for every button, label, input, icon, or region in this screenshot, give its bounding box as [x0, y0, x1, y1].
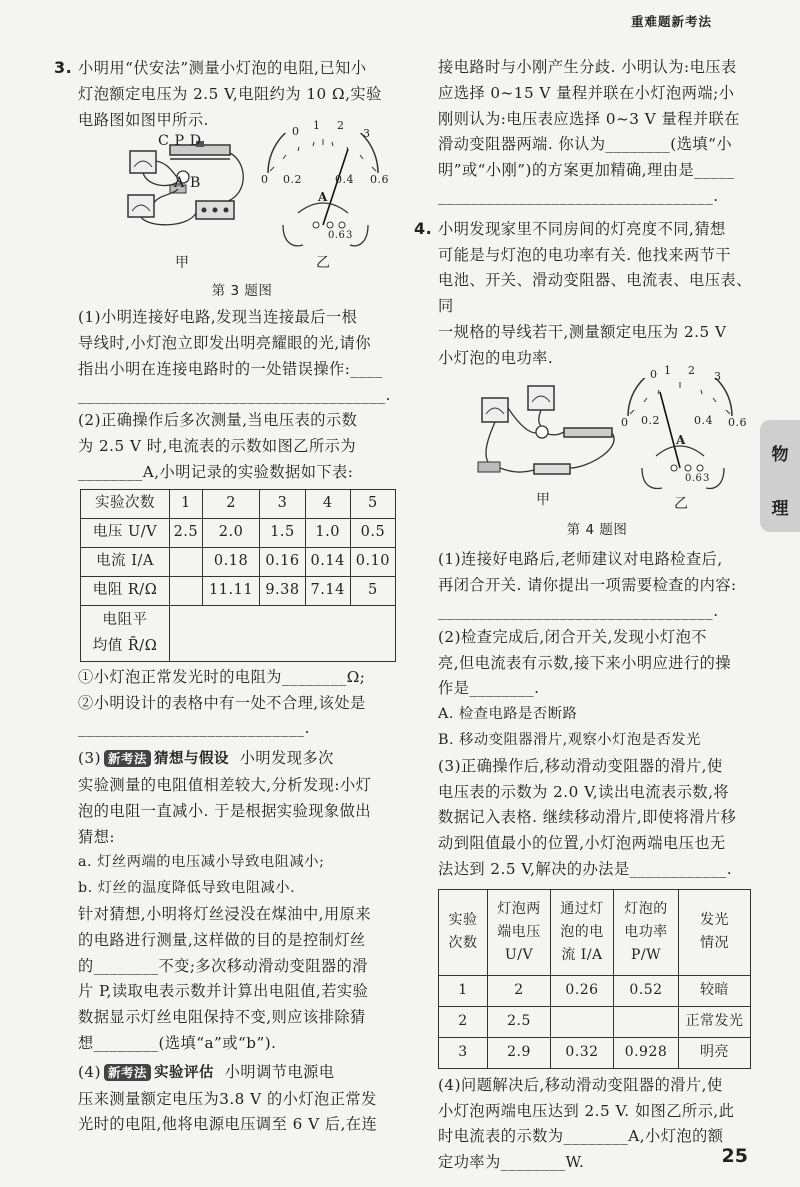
table-cell: 电阻 R/Ω [81, 576, 170, 605]
q4-intro-line: 小明发现家里不同房间的灯亮度不同,猜想 [438, 219, 726, 238]
q4-part2-line: 作是________. [438, 679, 540, 698]
q3-continued-line: __________________________________. [438, 186, 719, 205]
hdr-line: U/V [504, 946, 534, 963]
hdr-line: 灯泡两 [497, 900, 541, 917]
q4-intro-line: 电池、开关、滑动变阻器、电流表、电压表、同 [438, 271, 752, 316]
hdr-line: 次数 [448, 935, 478, 952]
q3-data-table [80, 489, 396, 662]
q4-part3-line: 电压表的示数为 2.0 V,读出电流表示数,将 [438, 782, 730, 801]
q3-part3-title: 猜想与假设 [154, 751, 230, 768]
guess-b: b. 灯丝的温度降低导致电阻减小. [78, 880, 296, 897]
fig3-tick-top: 3 [363, 127, 371, 141]
ammeter-label: A [318, 190, 328, 205]
hdr-line: 通过灯 [560, 900, 604, 917]
terminal-label: 3 [346, 230, 353, 242]
table-cell: 1 [439, 975, 488, 1006]
table-cell: 0.928 [614, 1037, 679, 1068]
q4-part1-line: __________________________________. [438, 601, 719, 620]
q4-part2-line: (2)检查完成后,闭合开关,发现小灯泡不 [438, 627, 707, 646]
q4-part1-line: (1)连接好电路后,老师建议对电路检查后, [438, 550, 723, 569]
question-3 [54, 55, 406, 1138]
fig3-tick-bottom: 0.4 [335, 173, 354, 187]
table-cell: 4 [305, 489, 350, 518]
table-cell: 0.52 [614, 975, 679, 1006]
fig3-letter-label: C P D [158, 133, 202, 150]
table-cell [679, 889, 751, 975]
hdr-line: 流 I/A [561, 946, 603, 963]
q4-part4-line: (4)问题解决后,移动滑动变阻器的滑片,使 [438, 1075, 723, 1094]
fig3-tick-bottom: 0 [261, 173, 269, 187]
table-cell: 0.32 [551, 1037, 614, 1068]
fig3-tick-top: 0 [292, 125, 300, 139]
fig3-tick-top: 2 [337, 119, 345, 133]
q3-after-table-line: ①小灯泡正常发光时的电阻为________Ω; [78, 667, 366, 686]
table-cell: 2 [488, 975, 551, 1006]
terminal-label: 0.6 [328, 230, 346, 242]
q4-part3-line: 动到阻值最小的位置,小灯泡两端电压也无 [438, 834, 726, 853]
table-cell: 9.38 [260, 576, 305, 605]
table-cell [170, 547, 203, 576]
hdr-line: 泡的电 [560, 923, 604, 940]
q3-part3-line: 片 P,读取电表示数并计算出电阻值,若实验 [78, 982, 369, 1001]
hdr-line: 实验 [448, 912, 478, 929]
q3-continued-line: 刚则认为:电压表应选择 0~3 V 量程并联在 [438, 109, 740, 128]
q3-part3-line: 的________不变;多次移动滑动变阻器的滑 [78, 956, 368, 975]
table-cell: 电流 I/A [81, 547, 170, 576]
table-cell [81, 605, 170, 661]
q3-part3-text: 小明发现多次 [239, 749, 334, 768]
fig-label-yi: 乙 [674, 495, 689, 512]
q3-continued-line: 滑动变阻器两端. 你认为________(选填“小 [438, 135, 733, 154]
q4-circuit-diagram [438, 378, 756, 518]
table-cell [614, 889, 679, 975]
q3-part4-text: 小明调节电源电 [224, 1062, 335, 1081]
q3-part3-line: 数据显示灯丝电阻保持不变,则应该排除猜 [78, 1008, 366, 1027]
table-cell: 1 [170, 489, 203, 518]
new-method-badge: 新考法 [104, 1064, 151, 1081]
table-row [439, 975, 751, 1006]
q3-part2-line: (2)正确操作后多次测量,当电压表的示数 [78, 411, 358, 430]
table-row [81, 605, 396, 661]
q4-intro-line: 小灯泡的电功率. [438, 348, 554, 367]
table-cell: 2 [202, 489, 260, 518]
fig3-tick-bottom: 0.6 [370, 173, 389, 187]
table-cell [488, 889, 551, 975]
table-cell: 11.11 [202, 576, 260, 605]
fig4-tick-bottom: 0.4 [694, 413, 713, 427]
avg-label-line: 均值 R̄/Ω [92, 638, 158, 655]
table-cell: 5 [350, 576, 395, 605]
table-cell [439, 889, 488, 975]
hdr-line: 灯泡的 [624, 900, 668, 917]
q4-part3-line: 数据记入表格. 继续移动滑片,即使将滑片移 [438, 808, 737, 827]
guess-a: a. 灯丝两端的电压减小导致电阻减小; [78, 854, 325, 871]
table-cell: 2.9 [488, 1037, 551, 1068]
q3-continued-line: 接电路时与小刚产生分歧. 小明认为:电压表 [438, 58, 737, 76]
q3-after-table-line: ____________________________. [78, 719, 310, 738]
table-cell [551, 1006, 614, 1037]
q3-part3-line: 想________(选填“a”或“b”). [78, 1033, 277, 1052]
table-cell: 明亮 [679, 1037, 751, 1068]
table-cell: 0.14 [305, 547, 350, 576]
table-header-row [439, 889, 751, 975]
fig4-tick-top: 1 [664, 363, 672, 377]
hdr-line: 电功率 [624, 923, 668, 940]
fig4-tick-top: 0 [650, 367, 658, 381]
table-cell: 7.14 [305, 576, 350, 605]
subject-tab [760, 420, 800, 532]
q4-part4-line: 定功率为________W. [438, 1153, 585, 1172]
q3-part2-line: ________A,小明记录的实验数据如下表: [78, 462, 354, 481]
q3-part3-line: 的电路进行测量,这样做的目的是控制灯丝 [78, 930, 366, 949]
q3-part1-line: 指出小明在连接电路时的一处错误操作:____ [78, 359, 383, 378]
fig3-letter-label: A B [174, 175, 201, 192]
table-header-row [81, 489, 396, 518]
fig-label-yi: 乙 [316, 255, 331, 272]
table-cell [551, 889, 614, 975]
table-cell: 0.18 [202, 547, 260, 576]
q3-part3-prefix: (3) [78, 749, 102, 768]
table-row [81, 518, 396, 547]
page-number: 25 [721, 1145, 748, 1167]
table-cell: 电压 U/V [81, 518, 170, 547]
q3-figure-caption: 第 3 题图 [211, 283, 273, 300]
q4-part3-line: 法达到 2.5 V,解决的办法是____________. [438, 859, 733, 878]
fig3-tick-bottom: 0.2 [283, 173, 302, 187]
q3-intro-line: 电路图如图甲所示. [78, 110, 209, 129]
q4-part4-line: 时电流表的示数为________A,小灯泡的额 [438, 1127, 724, 1146]
table-cell [170, 576, 203, 605]
q3-part1-line: ______________________________________. [78, 385, 391, 404]
q3-part4-line: 压来测量额定电压为3.8 V 的小灯泡正常发 [78, 1089, 377, 1108]
table-cell: 2.5 [170, 518, 203, 547]
table-cell: 实验次数 [81, 489, 170, 518]
q3-part4-prefix: (4) [78, 1062, 102, 1081]
q3-part3-line: 针对猜想,小明将灯丝浸没在煤油中,用原来 [78, 904, 372, 923]
table-cell: 0.26 [551, 975, 614, 1006]
question-number: 4. [414, 218, 433, 238]
subject-tab-char: 物 [771, 445, 789, 465]
table-cell: 3 [439, 1037, 488, 1068]
table-cell: 2.0 [202, 518, 260, 547]
question-number: 3. [54, 58, 73, 77]
q4-part2-line: 亮,但电流表有示数,接下来小明应进行的操 [438, 653, 732, 672]
q4-figure [438, 363, 756, 518]
q3-part3-line: 猜想: [78, 827, 115, 846]
q3-part1-line: (1)小明连接好电路,发现当连接最后一根 [78, 308, 358, 327]
table-cell: 3 [260, 489, 305, 518]
q4-part4-line: 小灯泡两端电压达到 2.5 V. 如图乙所示,此 [438, 1101, 735, 1120]
table-row [439, 1006, 751, 1037]
subject-tab-char: 理 [771, 499, 789, 519]
table-cell: 正常发光 [679, 1006, 751, 1037]
table-row [81, 576, 396, 605]
q4-figure-caption: 第 4 题图 [566, 521, 628, 538]
table-cell: 较暗 [679, 975, 751, 1006]
hdr-line: 发光 [700, 912, 729, 929]
q3-part1-line: 导线时,小灯泡立即发出明亮耀眼的光,请你 [78, 333, 372, 352]
table-cell: 1.0 [305, 518, 350, 547]
q4-part1-line: 再闭合开关. 请你提出一项需要检查的内容: [438, 576, 737, 595]
hdr-line: 端电压 [497, 923, 541, 940]
avg-label-line: 电阻平 [102, 612, 148, 629]
q4-option-a: A. 检查电路是否断路 [438, 706, 578, 723]
q3-part3-line: 泡的电阻一直减小. 于是根据实验现象做出 [78, 801, 372, 820]
q3-continued-line: 明”或“小刚”)的方案更加精确,理由是_____ [438, 161, 735, 180]
fig4-tick-bottom: 0.6 [728, 415, 747, 429]
table-cell [170, 605, 396, 661]
table-cell: 0.10 [350, 547, 395, 576]
fig4-tick-bottom: 0.2 [641, 413, 660, 427]
q3-intro-line: 灯泡额定电压为 2.5 V,电阻约为 10 Ω,实验 [78, 84, 382, 103]
table-row [81, 547, 396, 576]
q3-after-table-line: ②小明设计的表格中有一处不合理,该处是 [78, 693, 366, 712]
fig4-tick-bottom: 0 [621, 415, 629, 429]
hdr-line: 情况 [700, 935, 729, 952]
q3-part4-title: 实验评估 [154, 1064, 215, 1081]
q3-part2-line: 为 2.5 V 时,电流表的示数如图乙所示为 [78, 437, 357, 456]
fig3-tick-top: 1 [313, 119, 321, 133]
table-cell: 0.5 [350, 518, 395, 547]
terminal-label: 0.6 [685, 472, 703, 484]
table-cell: 2 [439, 1006, 488, 1037]
table-cell: 5 [350, 489, 395, 518]
q3-part3-line: 实验测量的电阻值相差较大,分析发现:小灯 [78, 775, 372, 794]
q4-option-b: B. 移动变阻器滑片,观察小灯泡是否发光 [438, 731, 701, 748]
fig-label-jia: 甲 [175, 255, 190, 272]
fig4-tick-top: 2 [688, 363, 696, 377]
q4-intro-line: 可能是与灯泡的电功率有关. 他找来两节干 [438, 245, 732, 264]
ammeter-label: A [676, 432, 686, 447]
new-method-badge: 新考法 [104, 750, 151, 767]
page-header: 重难题新考法 [630, 14, 712, 29]
q4-data-table [438, 889, 751, 1069]
fig-label-jia: 甲 [536, 491, 551, 508]
right-column [414, 55, 756, 1176]
table-row [439, 1037, 751, 1068]
q3-part4-line: 光时的电阻,他将电源电压调至 6 V 后,在连 [78, 1115, 378, 1134]
q3-intro-line: 小明用“伏安法”测量小灯泡的电阻,已知小 [78, 59, 367, 77]
q4-part3-line: (3)正确操作后,移动滑动变阻器的滑片,使 [438, 756, 723, 775]
terminal-label: 3 [703, 472, 710, 484]
q3-circuit-diagram [78, 133, 406, 281]
table-cell [614, 1006, 679, 1037]
table-cell: 1.5 [260, 518, 305, 547]
table-cell: 0.16 [260, 547, 305, 576]
table-cell: 2.5 [488, 1006, 551, 1037]
q4-intro-line: 一规格的导线若干,测量额定电压为 2.5 V [438, 322, 727, 341]
fig4-tick-top: 3 [714, 369, 722, 383]
hdr-line: P/W [630, 946, 662, 963]
q3-continued-line: 应选择 0~15 V 量程并联在小灯泡两端;小 [438, 83, 735, 102]
